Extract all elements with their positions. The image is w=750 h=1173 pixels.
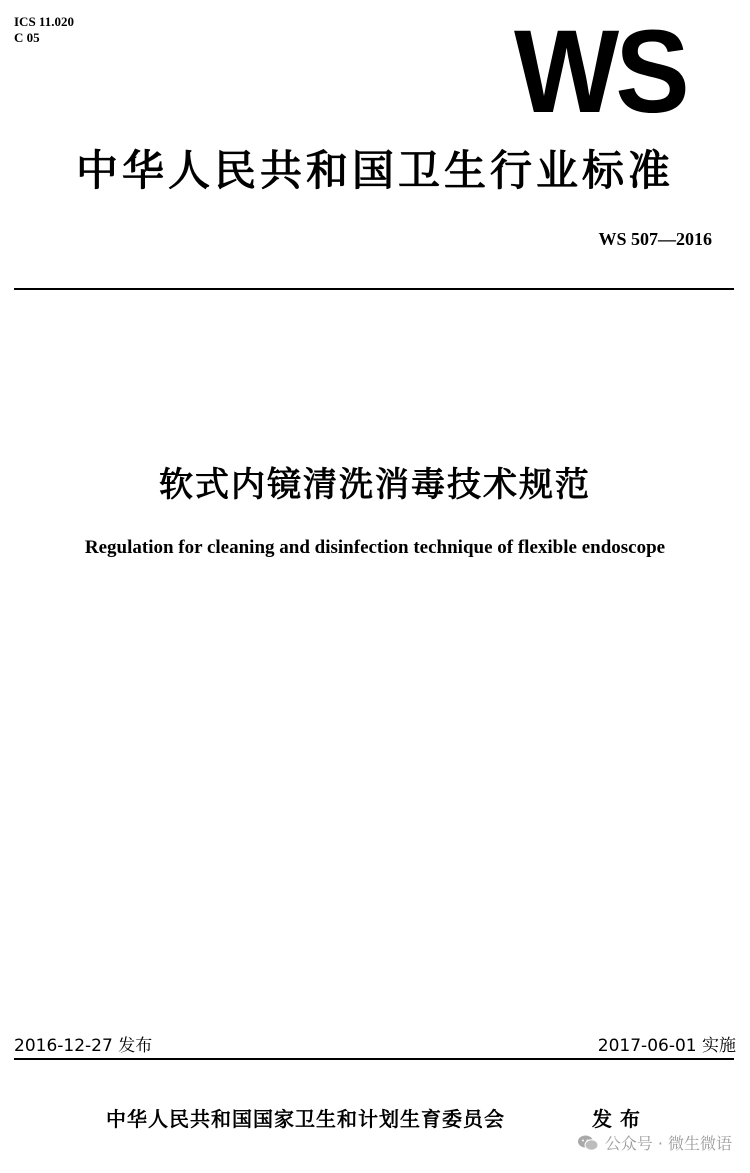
document-title-zh: 软式内镜清洗消毒技术规范 [159,465,591,505]
publish-date: 2016-12-27 发布 [14,1036,153,1056]
document-title-en: Regulation for cleaning and disinfection technique of flexible endoscope [84,537,666,558]
watermark-text: 公众号 · 微生微语 [604,1134,732,1153]
classification-codes [14,14,74,46]
top-divider [14,288,734,290]
standard-number: WS 507—2016 [598,229,712,249]
issuing-authority: 中华人民共和国国家卫生和计划生育委员会 [106,1107,505,1131]
wechat-icon [577,1134,599,1152]
ics-code: ICS 11.020 [14,14,74,29]
bottom-divider [14,1058,734,1060]
logo-text: WS [514,24,687,114]
effective-date: 2017-06-01 实施 [597,1036,736,1056]
watermark [577,1131,732,1154]
issue-label: 发布 [592,1107,648,1131]
ccs-code: C 05 [14,30,40,45]
standard-category: 中华人民共和国卫生行业标准 [75,146,674,195]
ws-logo [513,24,688,114]
